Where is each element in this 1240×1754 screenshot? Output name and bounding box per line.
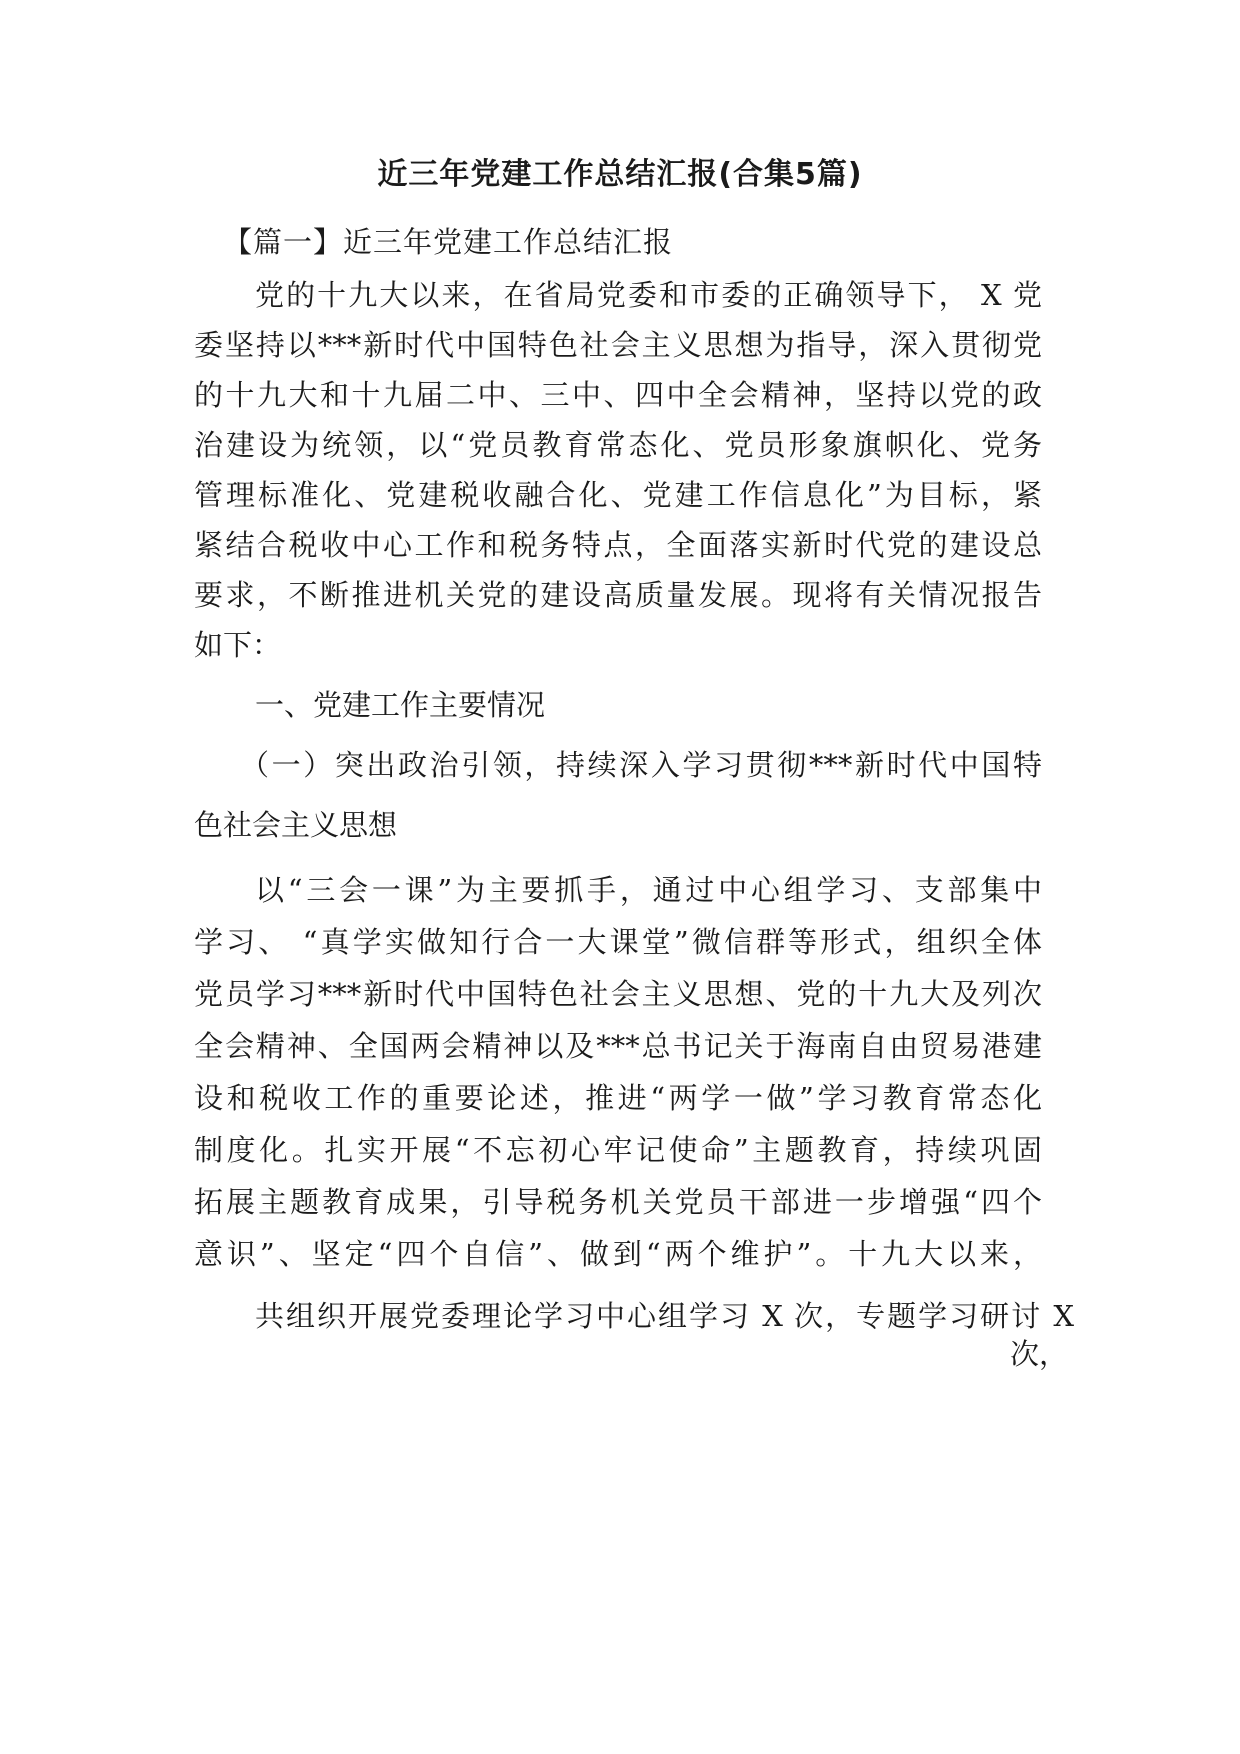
section-heading-1: 一、党建工作主要情况: [255, 688, 546, 722]
section-heading: 【篇一】近三年党建工作总结汇报: [223, 225, 674, 259]
paragraph-line: 的十九大和十九届二中、三中、四中全会精神，坚持以党的政: [194, 378, 1042, 412]
subheading-line: （一）突出政治引领，持续深入学习贯彻***新时代中国特: [240, 748, 1042, 782]
paragraph-line: 委坚持以***新时代中国特色社会主义思想为指导，深入贯彻党: [194, 328, 1042, 362]
paragraph-line: 拓展主题教育成果，引导税务机关党员干部进一步增强“四个: [194, 1185, 1042, 1219]
subheading-line: 色社会主义思想: [194, 808, 398, 842]
paragraph-line: 要求，不断推进机关党的建设高质量发展。现将有关情况报告: [194, 578, 1042, 612]
paragraph-line: 全会精神、全国两会精神以及***总书记关于海南自由贸易港建: [194, 1029, 1042, 1063]
paragraph-line: 党的十九大以来，在省局党委和市委的正确领导下， X 党: [255, 278, 1042, 312]
paragraph-line: 设和税收工作的重要论述，推进“两学一做”学习教育常态化: [194, 1081, 1042, 1115]
paragraph-line: 管理标准化、党建税收融合化、党建工作信息化”为目标，紧: [194, 478, 1042, 512]
paragraph-line: 如下：: [194, 628, 282, 662]
paragraph-line: 制度化。扎实开展“不忘初心牢记使命”主题教育，持续巩固: [194, 1133, 1042, 1167]
paragraph-line: 紧结合税收中心工作和税务特点，全面落实新时代党的建设总: [194, 528, 1042, 562]
paragraph-line: 共组织开展党委理论学习中心组学习 X 次，专题学习研讨 X: [255, 1299, 1074, 1333]
document-title: 近三年党建工作总结汇报(合集5篇): [377, 157, 863, 192]
paragraph-line: 党员学习***新时代中国特色社会主义思想、党的十九大及列次: [194, 977, 1042, 1011]
paragraph-line: 学习、 “真学实做知行合一大课堂”微信群等形式，组织全体: [194, 925, 1042, 959]
paragraph-line: 治建设为统领，以“党员教育常态化、党员形象旗帜化、党务: [194, 428, 1042, 462]
paragraph-line: 意识”、坚定“四个自信”、做到“两个维护”。十九大以来，: [194, 1237, 1042, 1271]
paragraph-line: 次，: [1010, 1337, 1069, 1371]
paragraph-line: 以“三会一课”为主要抓手，通过中心组学习、支部集中: [255, 873, 1042, 907]
